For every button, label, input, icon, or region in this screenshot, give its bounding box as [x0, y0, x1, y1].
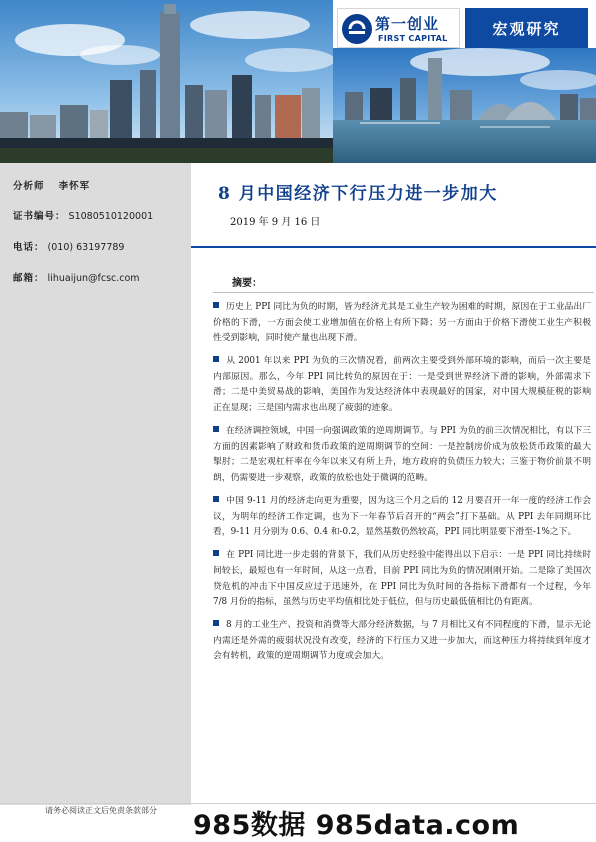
first-capital-emblem-icon — [341, 13, 373, 45]
bullet-text: 中国 9-11 月的经济走向更为重要，因为这三个月之后的 12 月要召开一年一度的经济工作会议，为明年的经济工作定调，也为下一年春节后召开的“两会”打下基础。从 PPI 去年同期环比看，9-11 月分别为 0.6、0.4 和-0.2，显然基数仍然较高，PPI 同比明显要下滑至-1%之下。 — [213, 496, 591, 538]
company-logo — [337, 8, 460, 48]
bullet-text: 8 月的工业生产、投资和消费等大部分经济数据，与 7 月相比又有不同程度的下滑，显示无论内需还是外需的疲弱状况没有改变，经济的下行压力又进一步加大，而这种压力将持续到年度才会有转机，政策的逆周期调节力度或会加大。 — [213, 620, 591, 662]
bullet-text: 在 PPI 同比进一步走弱的背景下，我们从历史经验中能得出以下启示：一是 PPI 同比持续时间较长，最短也有一年时间，从这一点看，目前 PPI 同比为负的情况刚刚开始。二是除了美国次贷危机的冲击下中国反应过于迅速外，在 PPI 同比为负时间的各指标下滑都有一个过程，今年 7/8 月份的指标，虽然与历史平均值相比处于低位，但与历史最低值相比仍有距离。 — [213, 550, 591, 608]
email-link[interactable]: lihuaijun@fcsc.com — [47, 273, 140, 284]
site-watermark: 985数据 985data.com — [193, 810, 520, 841]
summary-bullet — [213, 354, 591, 416]
header-banner — [0, 0, 596, 163]
cert-row — [13, 208, 153, 222]
square-bullet-icon — [213, 550, 219, 556]
summary-bullet — [213, 548, 591, 610]
analyst-label: 分析师 — [13, 181, 45, 192]
email-label: 邮箱： — [13, 273, 45, 284]
report-date: 2019 年 9 月 16 日 — [230, 217, 321, 228]
summary-bullet — [213, 494, 591, 541]
bullet-text: 从 2001 年以来 PPI 为负的三次情况看，前两次主要受到外部环境的影响，而后一次主要是内部原因。那么，今年 PPI 同比转负的原因在于：一是受到世界经济下滑的影响，外部需求下滑；二是中美贸易战的影响，美国作为发达经济体中表现最好的国家，对中国大规模征税的影响正在显现；三是国内需求也出现了疲弱的迹象。 — [213, 356, 591, 414]
cert-number: S1080510120001 — [68, 211, 154, 222]
email-row — [13, 270, 140, 284]
summary-bullet — [213, 618, 591, 665]
summary-bullet — [213, 424, 591, 486]
summary-bullet — [213, 300, 591, 347]
analyst-name: 李怀军 — [58, 181, 91, 192]
summary-heading: 摘要： — [232, 278, 262, 289]
bullet-text: 历史上 PPI 同比为负的时期，皆为经济尤其是工业生产较为困难的时期，原因在于工业品出厂价格的下滑，一方面会使工业增加值在价格上有所下降；另一方面由于价格下滑使工业生产积极性受到影响，同时使产量也出现下滑。 — [213, 302, 591, 344]
summary-divider — [213, 292, 594, 293]
report-title: 8 月中国经济下行压力进一步加大 — [218, 184, 498, 204]
square-bullet-icon — [213, 302, 219, 308]
analyst-name-row — [13, 178, 90, 192]
analyst-sidebar — [0, 163, 191, 805]
phone-row — [13, 239, 124, 253]
square-bullet-icon — [213, 426, 219, 432]
cert-label: 证书编号： — [13, 211, 66, 222]
phone-number: (010) 63197789 — [47, 242, 125, 253]
square-bullet-icon — [213, 620, 219, 626]
logo-chinese-name: 第一创业 — [375, 15, 440, 33]
disclaimer-note: 请务必阅读正文后免责条款部分 — [45, 806, 157, 815]
title-divider — [191, 246, 596, 248]
summary-bullet-list — [213, 300, 591, 672]
category-tag: 宏观研究 — [465, 8, 588, 48]
bullet-text: 在经济调控领域，中国一向强调政策的逆周期调节。与 PPI 为负的前三次情况相比，有以下三方面的因素影响了财政和货币政策的逆周期调节的空间：一是控制房价成为放松货币政策的最大掣肘；二是宏观杠杆率在今年以来又有所上升，地方政府的负债压力较大；三鉴于物价前景不明朗，仍需要进一步观察，政策的放松也处于微调的范畴。 — [213, 426, 591, 483]
square-bullet-icon — [213, 356, 219, 362]
logo-english-name: FIRST CAPITAL — [378, 34, 448, 43]
phone-label: 电话： — [13, 242, 45, 253]
square-bullet-icon — [213, 496, 219, 502]
